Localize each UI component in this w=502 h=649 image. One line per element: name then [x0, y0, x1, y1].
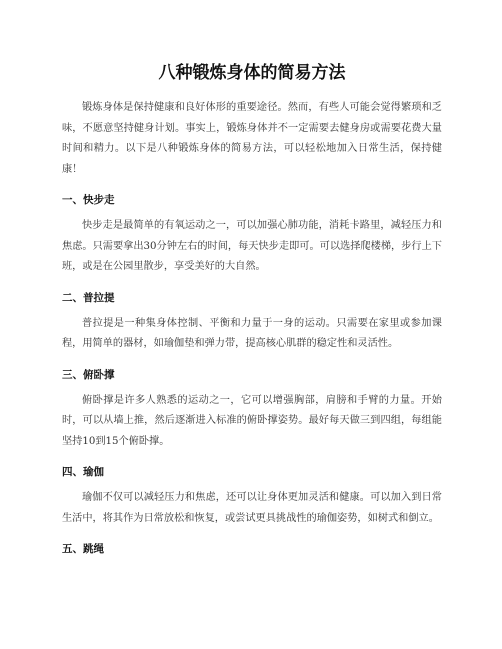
section-heading: 一、快步走 — [62, 194, 115, 206]
section-body: 普拉提是一种集身体控制、平衡和力量于一身的运动。只需要在家里或参加课程，用简单的器材，如瑜伽垫和弹力带，提高核心肌群的稳定性和灵活性。 — [62, 317, 442, 349]
intro-paragraph: 锻炼身体是保持健康和良好体形的重要途径。然而，有些人可能会觉得繁琐和乏味，不愿意坚持健身计划。事实上，锻炼身体并不一定需要去健身房或需要花费大量时间和精力。以下是八种锻炼身体的简易方法，可以轻松地加入日常生活，保持健康！ — [62, 102, 442, 175]
section-body: 俯卧撑是许多人熟悉的运动之一，它可以增强胸部，肩膀和手臂的力量。开始时，可以从墙上推，然后逐渐进入标准的俯卧撑姿势。最好每天做三到四组，每组能坚持10到15个俯卧撑。 — [62, 394, 442, 447]
section-brisk-walking — [62, 192, 442, 278]
section-heading: 三、俯卧撑 — [62, 368, 115, 381]
section-body: 瑜伽不仅可以减轻压力和焦虑，还可以让身体更加灵活和健康。可以加入到日常生活中，将其作为日常放松和恢复，或尝试更具挑战性的瑜伽姿势，如树式和倒立。 — [62, 492, 442, 524]
section-heading: 二、普拉提 — [62, 291, 115, 304]
section-push-ups — [62, 367, 442, 453]
section-pilates — [62, 290, 442, 355]
section-jump-rope — [62, 541, 442, 557]
section-yoga — [62, 464, 442, 529]
section-body: 快步走是最简单的有氧运动之一，可以加强心肺功能，消耗卡路里，减轻压力和焦虑。只需要拿出30分钟左右的时间，每天快步走即可。可以选择爬楼梯，步行上下班，或是在公园里散步，享受美好的大自然。 — [62, 220, 442, 272]
section-heading: 五、跳绳 — [62, 543, 104, 555]
document-title: 八种锻炼身体的简易方法 — [158, 63, 346, 83]
section-heading: 四、瑜伽 — [62, 466, 104, 478]
